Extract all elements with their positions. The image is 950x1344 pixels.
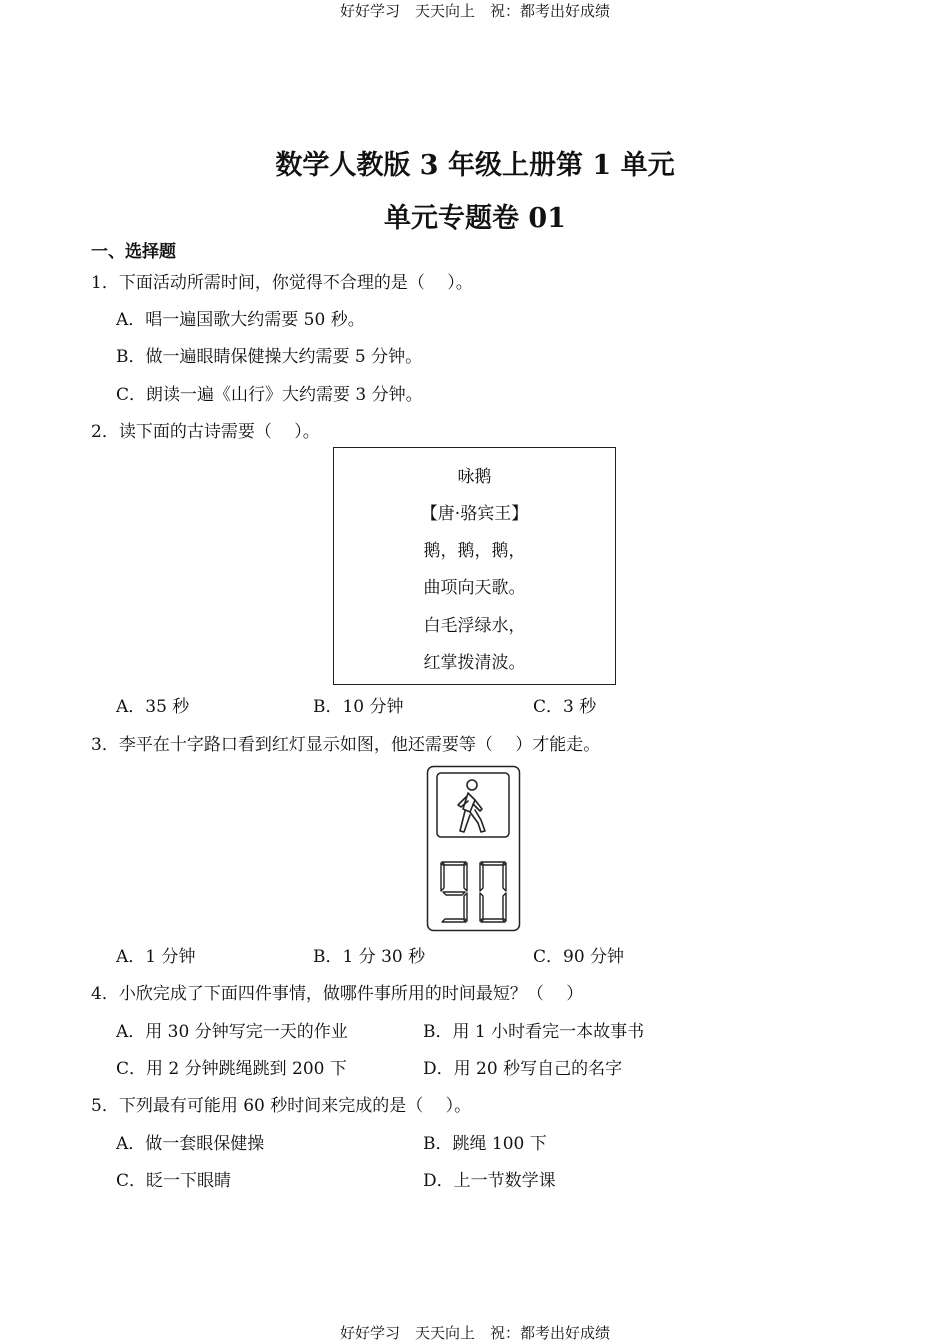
question-3-option-b: B．1 分 30 秒 xyxy=(313,947,426,967)
question-2-option-b: B．10 分钟 xyxy=(313,697,404,717)
page-title: 数学人教版 3 年级上册第 1 单元 xyxy=(275,150,675,181)
question-3-option-c: C．90 分钟 xyxy=(533,947,625,967)
question-5-option-d: D．上一节数学课 xyxy=(423,1171,556,1191)
question-5-option-c: C．眨一下眼睛 xyxy=(116,1171,232,1191)
question-5-option-a: A．做一套眼保健操 xyxy=(116,1134,265,1154)
pedestrian-signal-icon xyxy=(426,765,521,932)
poem-author: 【唐·骆宾王】 xyxy=(420,504,529,524)
question-2-option-a: A．35 秒 xyxy=(116,697,190,717)
question-1-stem: 1．下面活动所需时间，你觉得不合理的是（ ）。 xyxy=(91,273,473,293)
poem-box xyxy=(333,447,616,685)
question-5-stem: 5．下列最有可能用 60 秒时间来完成的是（ ）。 xyxy=(91,1096,472,1116)
question-1-option-a: A．唱一遍国歌大约需要 50 秒。 xyxy=(116,310,365,330)
question-4-stem: 4．小欣完成了下面四件事情，做哪件事所用的时间最短？（ ） xyxy=(91,984,584,1004)
poem-line: 红掌拨清波。 xyxy=(423,653,526,673)
question-4-option-c: C．用 2 分钟跳绳跳到 200 下 xyxy=(116,1059,347,1079)
question-5-option-b: B．跳绳 100 下 xyxy=(423,1134,547,1154)
question-1-option-c: C．朗读一遍《山行》大约需要 3 分钟。 xyxy=(116,385,423,405)
question-1-option-b: B．做一遍眼睛保健操大约需要 5 分钟。 xyxy=(116,347,423,367)
question-3-stem: 3．李平在十字路口看到红灯显示如图，他还需要等（ ）才能走。 xyxy=(91,735,601,755)
section-heading: 一、选择题 xyxy=(91,242,176,262)
question-2-stem: 2．读下面的古诗需要（ ）。 xyxy=(91,422,320,442)
question-4-option-a: A．用 30 分钟写完一天的作业 xyxy=(116,1022,348,1042)
question-4-option-b: B．用 1 小时看完一本故事书 xyxy=(423,1022,645,1042)
poem-line: 曲项向天歌。 xyxy=(423,578,526,598)
question-4-option-d: D．用 20 秒写自己的名字 xyxy=(423,1059,623,1079)
poem-line: 鹅，鹅，鹅， xyxy=(423,541,526,561)
poem-title: 咏鹅 xyxy=(457,467,492,487)
page-footer: 好好学习 天天向上 祝：都考出好成绩 xyxy=(339,1324,610,1342)
poem-line: 白毛浮绿水， xyxy=(423,616,526,636)
question-3-option-a: A．1 分钟 xyxy=(116,947,196,967)
question-2-option-c: C．3 秒 xyxy=(533,697,597,717)
page-subtitle: 单元专题卷 01 xyxy=(384,203,566,234)
page-header: 好好学习 天天向上 祝：都考出好成绩 xyxy=(339,2,610,20)
